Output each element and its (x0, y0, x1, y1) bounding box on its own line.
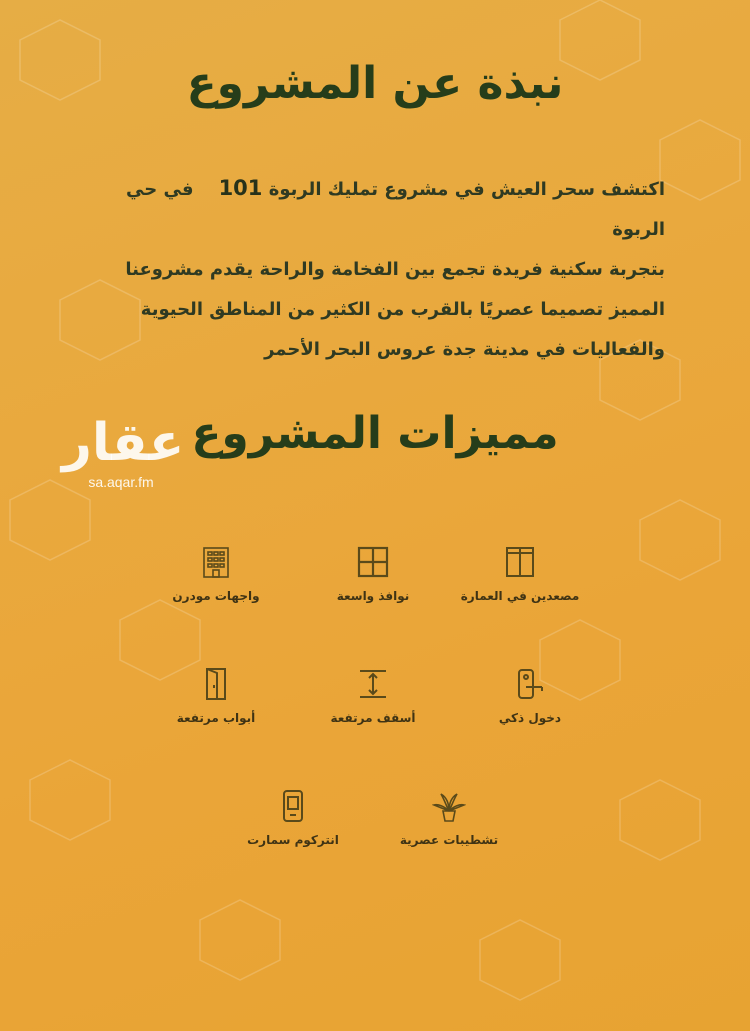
feature-label: واجهات مودرن (172, 589, 260, 603)
smart-lock-icon (513, 667, 547, 701)
feature-label: انتركوم سمارت (247, 833, 339, 847)
feature-smart-entry (445, 667, 615, 725)
plant-icon (432, 789, 466, 823)
door-icon (199, 667, 233, 701)
features-title: مميزات المشروع (191, 408, 559, 459)
ceiling-height-icon (356, 667, 390, 701)
feature-high-ceilings (288, 667, 458, 725)
feature-label: نوافذ واسعة (336, 589, 410, 603)
building-icon (199, 545, 233, 579)
feature-wide-windows (288, 545, 458, 603)
about-line-2: بتجربة سكنية فريدة تجمع بين الفخامة والراحة يقدم مشروعنا (125, 259, 665, 280)
feature-high-doors (131, 667, 301, 725)
feature-modern-facades (131, 545, 301, 603)
feature-label: دخول ذكي (498, 711, 562, 725)
about-line-3: المميز تصميما عصريًا بالقرب من الكثير من المناطق الحيوية (140, 299, 665, 320)
intercom-icon (276, 789, 310, 823)
about-line-1-start: اكتشف سحر العيش في مشروع تمليك الربوة (268, 179, 665, 200)
about-line-1-end: في حي الربوة (126, 179, 665, 240)
watermark-logo: عقار (62, 413, 185, 473)
about-title: نبذة عن المشروع (186, 58, 564, 109)
about-line-1 (95, 168, 665, 250)
feature-label: أسقف مرتفعة (330, 711, 416, 725)
elevator-icon (503, 545, 537, 579)
aqar-watermark (62, 413, 185, 490)
feature-label: مصعدين في العمارة (460, 589, 580, 603)
about-description (95, 168, 665, 370)
about-line-4: والفعاليات في مدينة جدة عروس البحر الأحمر (264, 339, 665, 360)
feature-modern-finishes (364, 789, 534, 847)
watermark-url: sa.aqar.fm (88, 474, 154, 490)
window-icon (356, 545, 390, 579)
feature-label: تشطيبات عصرية (399, 833, 499, 847)
feature-elevators (435, 545, 605, 603)
feature-label: أبواب مرتفعة (176, 711, 256, 725)
project-number: 101 (218, 176, 263, 200)
feature-smart-intercom (208, 789, 378, 847)
